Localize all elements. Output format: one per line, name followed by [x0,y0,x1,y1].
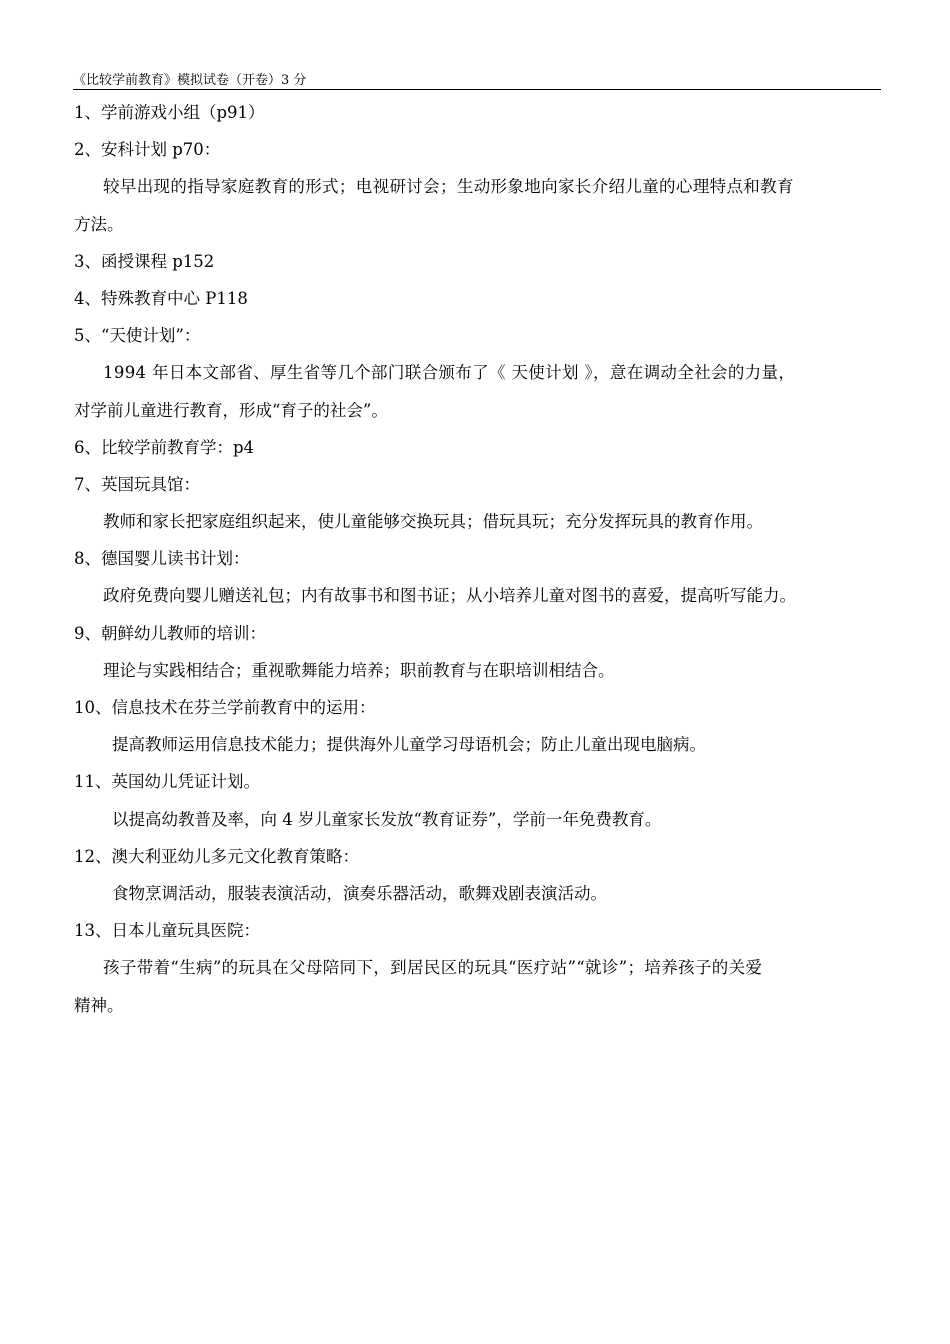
item-11-title: 11、英国幼儿凭证计划。 [74,772,260,792]
item-13-body-line-1: 孩子带着“生病”的玩具在父母陪同下，到居民区的玩具“医疗站”“就诊”；培养孩子的关爱 [103,958,763,978]
item-3-title: 3、函授课程 p152 [74,251,215,271]
document-body [74,94,884,1024]
item-11-body-line-1: 以提高幼教普及率，向 4 岁儿童家长发放“教育证券”，学前一年免费教育。 [112,809,662,829]
item-2-body-line-2: 方法。 [74,214,124,234]
item-12-title: 12、澳大利亚幼儿多元文化教育策略： [74,846,359,866]
item-5-body-line-2: 对学前儿童进行教育，形成“育子的社会”。 [74,400,388,420]
item-13-title: 13、日本儿童玩具医院： [74,921,260,941]
item-4-title: 4、特殊教育中心 P118 [74,288,248,308]
item-8-body-line-1: 政府免费向婴儿赠送礼包；内有故事书和图书证；从小培养儿童对图书的喜爱，提高听写能力。 [103,586,796,606]
page-header: 《比较学前教育》模拟试卷（开卷）3 分 [73,73,307,88]
item-6-title: 6、比较学前教育学：p4 [74,437,255,457]
item-9-title: 9、朝鲜幼儿教师的培训： [74,623,266,643]
item-5-title: 5、“天使计划”： [74,326,201,346]
item-2-title: 2、安科计划 p70： [74,140,221,160]
item-8-title: 8、德国婴儿读书计划： [74,549,250,569]
header-rule [73,89,881,90]
item-10-title: 10、信息技术在芬兰学前教育中的运用： [74,698,376,717]
item-9-body-line-1: 理论与实践相结合；重视歌舞能力培养；职前教育与在职培训相结合。 [103,660,615,680]
item-7-title: 7、英国玩具馆： [74,474,200,494]
item-13-body-line-2: 精神。 [74,995,124,1015]
item-12-body-line-1: 食物烹调活动，服装表演活动，演奏乐器活动，歌舞戏剧表演活动。 [112,883,607,903]
item-10-body-line-1: 提高教师运用信息技术能力；提供海外儿童学习母语机会；防止儿童出现电脑病。 [112,735,706,755]
item-1-title: 1、学前游戏小组（p91） [74,103,265,122]
item-7-body-line-1: 教师和家长把家庭组织起来，使儿童能够交换玩具；借玩具玩；充分发挥玩具的教育作用。 [103,512,763,532]
item-2-body-line-1: 较早出现的指导家庭教育的形式；电视研讨会；生动形象地向家长介绍儿童的心理特点和教育 [103,177,794,197]
item-5-body-line-1: 1994 年日本文部省、厚生省等几个部门联合颁布了《 天使计划 》，意在调动全社会的力量， [103,363,796,383]
